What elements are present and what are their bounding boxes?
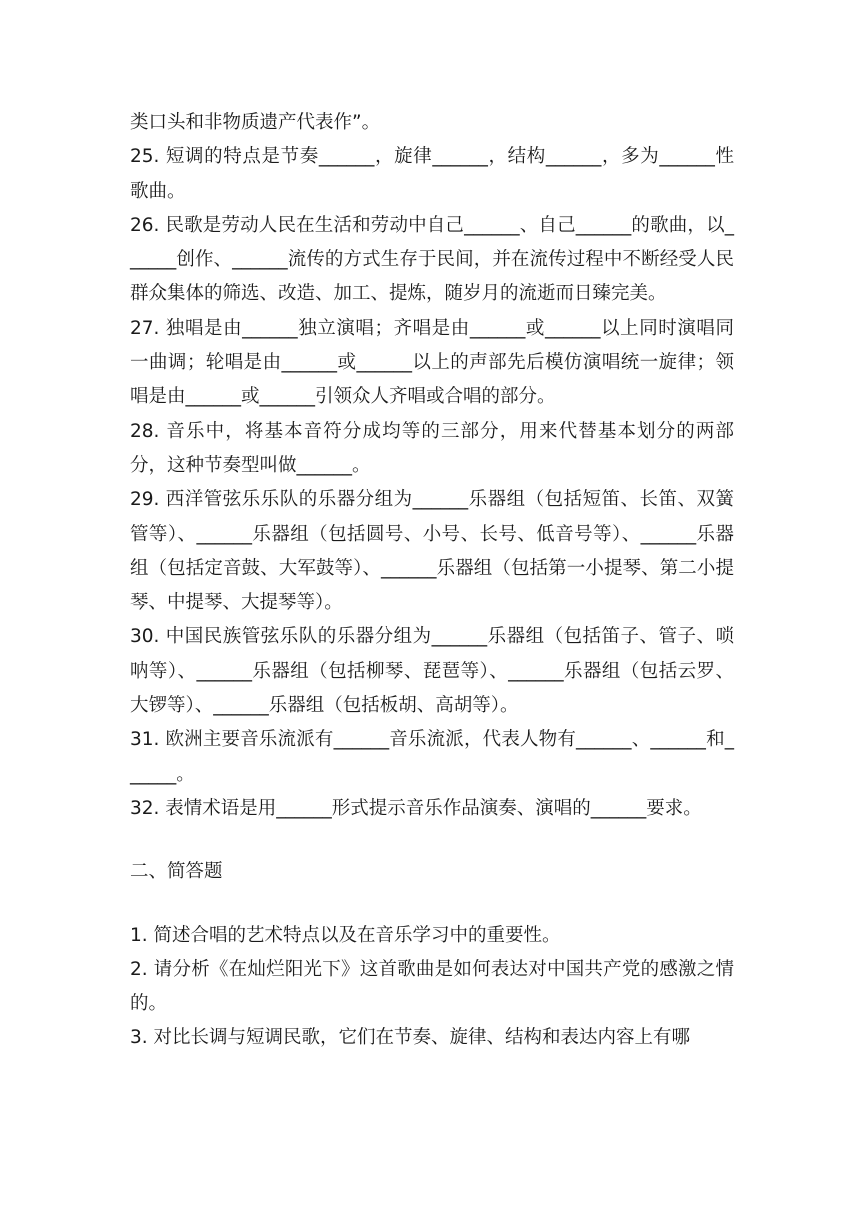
question-32: 32. 表情术语是用______形式提示音乐作品演奏、演唱的______要求。: [130, 797, 702, 819]
question-25: 25. 短调的特点是节奏______，旋律______，结构______，多为______性歌曲。: [130, 146, 734, 202]
question-28: 28. 音乐中，将基本音符分成均等的三部分，用来代替基本划分的两部分，这种节奏型叫做______。: [130, 420, 734, 476]
question-31: 31. 欧洲主要音乐流派有______音乐流派，代表人物有______、______和______。: [130, 729, 734, 785]
document-page: [130, 106, 734, 1056]
short-answer-3: 3. 对比长调与短调民歌，它们在节奏、旋律、结构和表达内容上有哪: [130, 1027, 691, 1049]
question-30: 30. 中国民族管弦乐队的乐器分组为______乐器组（包括笛子、管子、唢呐等）、______乐器组（包括柳琴、琵琶等）、______乐器组（包括云罗、大锣等）、______乐器组（包括板胡、高胡等）。: [130, 626, 734, 717]
question-27: 27. 独唱是由______独立演唱；齐唱是由______或______以上同时演唱同一曲调；轮唱是由______或______以上的声部先后模仿演唱统一旋律；领唱是由______或______引领众人齐唱或合唱的部分。: [130, 317, 734, 408]
short-answer-1: 1. 简述合唱的艺术特点以及在音乐学习中的重要性。: [130, 924, 561, 946]
question-29: 29. 西洋管弦乐乐队的乐器分组为______乐器组（包括短笛、长笛、双簧管等）、______乐器组（包括圆号、小号、长号、低音号等）、______乐器组（包括定音鼓、大军鼓等）、______乐器组（包括第一小提琴、第二小提琴、中提琴、大提琴等）。: [130, 489, 734, 614]
short-answer-2: 2. 请分析《在灿烂阳光下》这首歌曲是如何表达对中国共产党的感激之情的。: [130, 958, 734, 1015]
question-26: 26. 民歌是劳动人民在生活和劳动中自己______、自己______的歌曲，以______创作、______流传的方式生存于民间，并在流传过程中不断经受人民群众集体的筛选、改造、加工、提炼，随岁月的流逝而日臻完美。: [130, 214, 734, 305]
section-title-short-answer: 二、简答题: [130, 861, 223, 883]
question-24-tail: 类口头和非物质遗产代表作”。: [130, 112, 381, 133]
